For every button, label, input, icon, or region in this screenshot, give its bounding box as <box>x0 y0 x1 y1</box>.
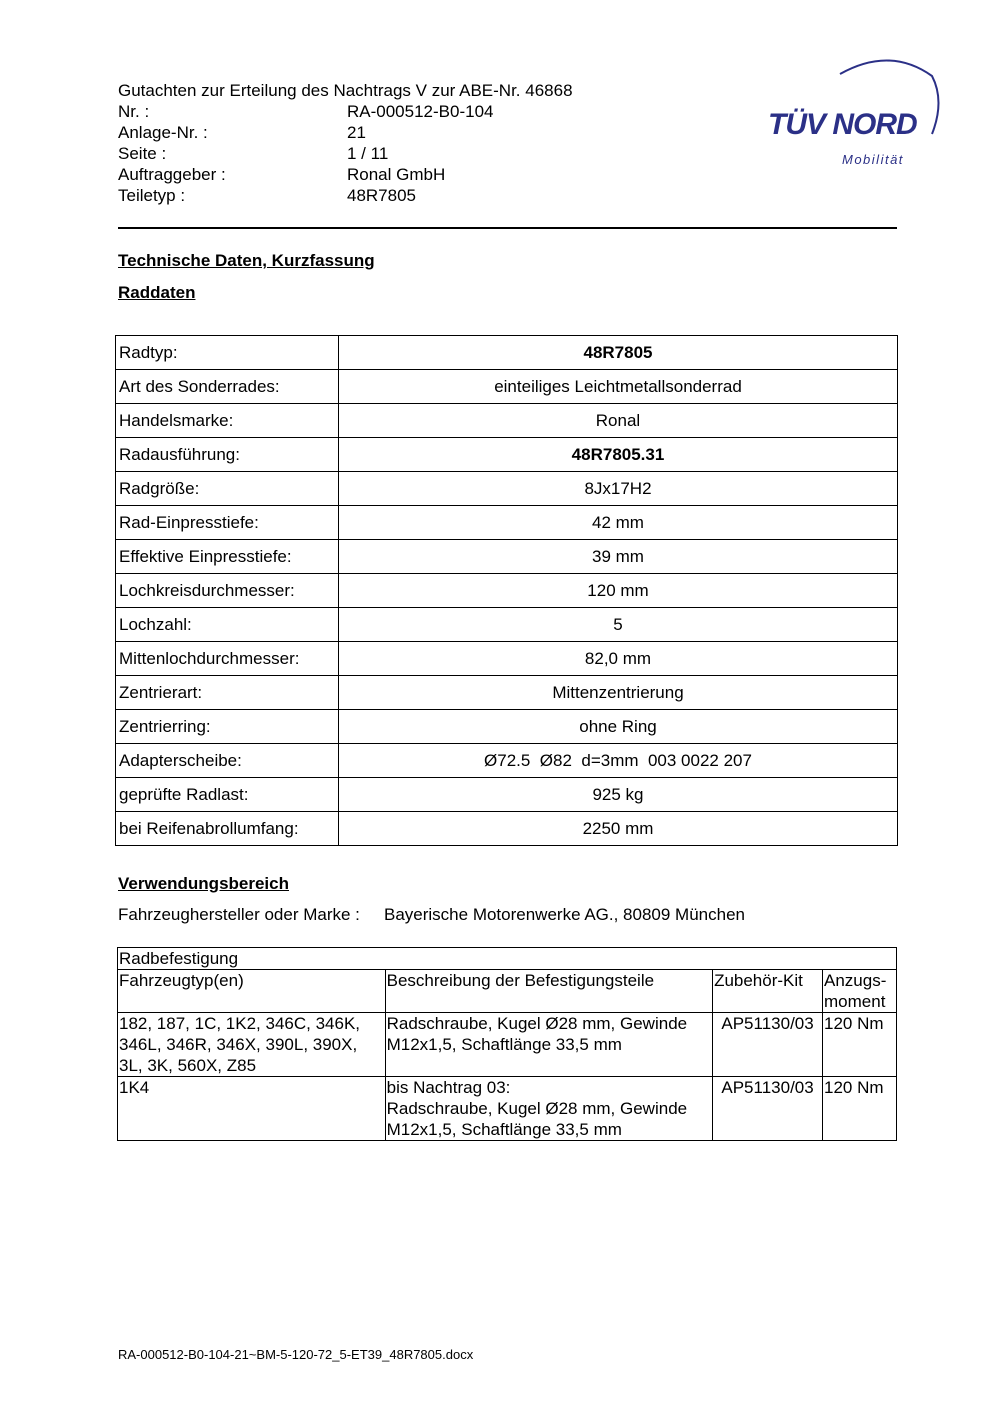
table-title-row <box>118 948 897 970</box>
table-row <box>116 506 898 540</box>
header-value: 48R7805 <box>347 186 417 205</box>
cell-line: Radschraube, Kugel Ø28 mm, Gewinde <box>386 1099 688 1118</box>
cell-line: 182, 187, 1C, 1K2, 346C, 346K, <box>119 1014 361 1033</box>
table-row <box>116 676 898 710</box>
row-value: 48R7805.31 <box>339 438 898 472</box>
row-label: Zentrierart: <box>116 676 339 710</box>
cell-line: M12x1,5, Schaftlänge 33,5 mm <box>386 1035 622 1054</box>
row-label: Rad-Einpresstiefe: <box>116 506 339 540</box>
row-value: 8Jx17H2 <box>339 472 898 506</box>
header-label: Auftraggeber : <box>118 165 226 184</box>
column-header: Beschreibung der Befestigungsteile <box>385 970 712 1013</box>
header-label: Seite : <box>118 144 167 163</box>
description-cell <box>385 1013 712 1077</box>
header-row-nr <box>118 101 573 122</box>
header-row-auftraggeber <box>118 164 573 185</box>
row-label: Effektive Einpresstiefe: <box>116 540 339 574</box>
table-header-row <box>118 970 897 1013</box>
header-value: 1 / 11 <box>347 144 389 163</box>
table-row <box>116 404 898 438</box>
row-value: ohne Ring <box>339 710 898 744</box>
header-value: RA-000512-B0-104 <box>347 102 494 121</box>
cell-line: 3L, 3K, 560X, Z85 <box>119 1056 257 1075</box>
header-value: 21 <box>347 123 366 142</box>
row-value: 39 mm <box>339 540 898 574</box>
section-title: Technische Daten, Kurzfassung <box>118 251 375 270</box>
header-label: Nr. : <box>118 102 150 121</box>
verwendungsbereich-heading: Verwendungsbereich <box>118 874 289 893</box>
row-value: 5 <box>339 608 898 642</box>
cell-line: M12x1,5, Schaftlänge 33,5 mm <box>386 1120 622 1139</box>
table-row <box>116 574 898 608</box>
row-value: 82,0 mm <box>339 642 898 676</box>
table-row <box>118 1013 897 1077</box>
header-row-anlage <box>118 122 573 143</box>
table-row <box>116 710 898 744</box>
row-label: Radausführung: <box>116 438 339 472</box>
row-label: geprüfte Radlast: <box>116 778 339 812</box>
row-label: bei Reifenabrollumfang: <box>116 812 339 846</box>
table-title: Radbefestigung <box>118 948 897 970</box>
row-label: Radgröße: <box>116 472 339 506</box>
row-label: Handelsmarke: <box>116 404 339 438</box>
row-label: Lochzahl: <box>116 608 339 642</box>
row-value: einteiliges Leichtmetallsonderrad <box>339 370 898 404</box>
row-value: 120 mm <box>339 574 898 608</box>
column-header-line: Anzugs- <box>824 971 887 990</box>
column-header: Fahrzeugtyp(en) <box>118 970 386 1013</box>
row-label: Zentrierring: <box>116 710 339 744</box>
document-title: Gutachten zur Erteilung des Nachtrags V zur ABE-Nr. 46868 <box>118 81 573 100</box>
header-row-teiletyp <box>118 185 573 206</box>
row-label: Adapterscheibe: <box>116 744 339 778</box>
header-label: Teiletyp : <box>118 186 186 205</box>
row-value: 42 mm <box>339 506 898 540</box>
table-row <box>116 336 898 370</box>
row-label: Mittenlochdurchmesser: <box>116 642 339 676</box>
table-row <box>116 812 898 846</box>
row-value: Ronal <box>339 404 898 438</box>
kit-cell: AP51130/03 <box>713 1013 823 1077</box>
table-row <box>116 438 898 472</box>
table-row <box>116 540 898 574</box>
row-label: Lochkreisdurchmesser: <box>116 574 339 608</box>
row-label: Radtyp: <box>116 336 339 370</box>
table-row <box>116 472 898 506</box>
row-value: 2250 mm <box>339 812 898 846</box>
column-header <box>823 970 897 1013</box>
row-value: Mittenzentrierung <box>339 676 898 710</box>
vehicle-types-cell <box>118 1013 386 1077</box>
table-row <box>116 608 898 642</box>
torque-cell: 120 Nm <box>823 1013 897 1077</box>
manufacturer-value: Bayerische Motorenwerke AG., 80809 München <box>384 905 745 924</box>
torque-cell: 120 Nm <box>823 1077 897 1141</box>
logo-subtitle: Mobilität <box>842 152 904 167</box>
cell-line: Radschraube, Kugel Ø28 mm, Gewinde <box>386 1014 688 1033</box>
cell-line: 1K4 <box>119 1078 150 1097</box>
raddaten-heading: Raddaten <box>118 283 196 302</box>
raddaten-table <box>115 335 898 846</box>
header-label: Anlage-Nr. : <box>118 123 208 142</box>
document-header <box>118 80 573 206</box>
table-row <box>116 778 898 812</box>
table-row <box>116 642 898 676</box>
tuev-nord-logo <box>760 56 950 176</box>
vehicle-types-cell <box>118 1077 386 1141</box>
row-value: Ø72.5 Ø82 d=3mm 003 0022 207 <box>339 744 898 778</box>
cell-line: 346L, 346R, 346X, 390L, 390X, <box>119 1035 358 1054</box>
description-cell <box>385 1077 712 1141</box>
manufacturer-line <box>118 905 745 925</box>
manufacturer-label: Fahrzeughersteller oder Marke : <box>118 905 360 924</box>
header-row-seite <box>118 143 573 164</box>
logo-wordmark: TÜV NORD <box>768 108 917 141</box>
kit-cell: AP51130/03 <box>713 1077 823 1141</box>
row-value: 48R7805 <box>339 336 898 370</box>
header-divider <box>118 227 897 229</box>
row-label: Art des Sonderrades: <box>116 370 339 404</box>
table-row <box>118 1077 897 1141</box>
radbefestigung-table <box>117 947 897 1141</box>
cell-line: bis Nachtrag 03: <box>386 1078 511 1097</box>
footer-filename: RA-000512-B0-104-21~BM-5-120-72_5-ET39_48R7805.docx <box>118 1347 474 1362</box>
table-row <box>116 370 898 404</box>
header-value: Ronal GmbH <box>347 165 446 184</box>
column-header-line: moment <box>824 992 886 1011</box>
table-row <box>116 744 898 778</box>
row-value: 925 kg <box>339 778 898 812</box>
column-header: Zubehör-Kit <box>713 970 823 1013</box>
